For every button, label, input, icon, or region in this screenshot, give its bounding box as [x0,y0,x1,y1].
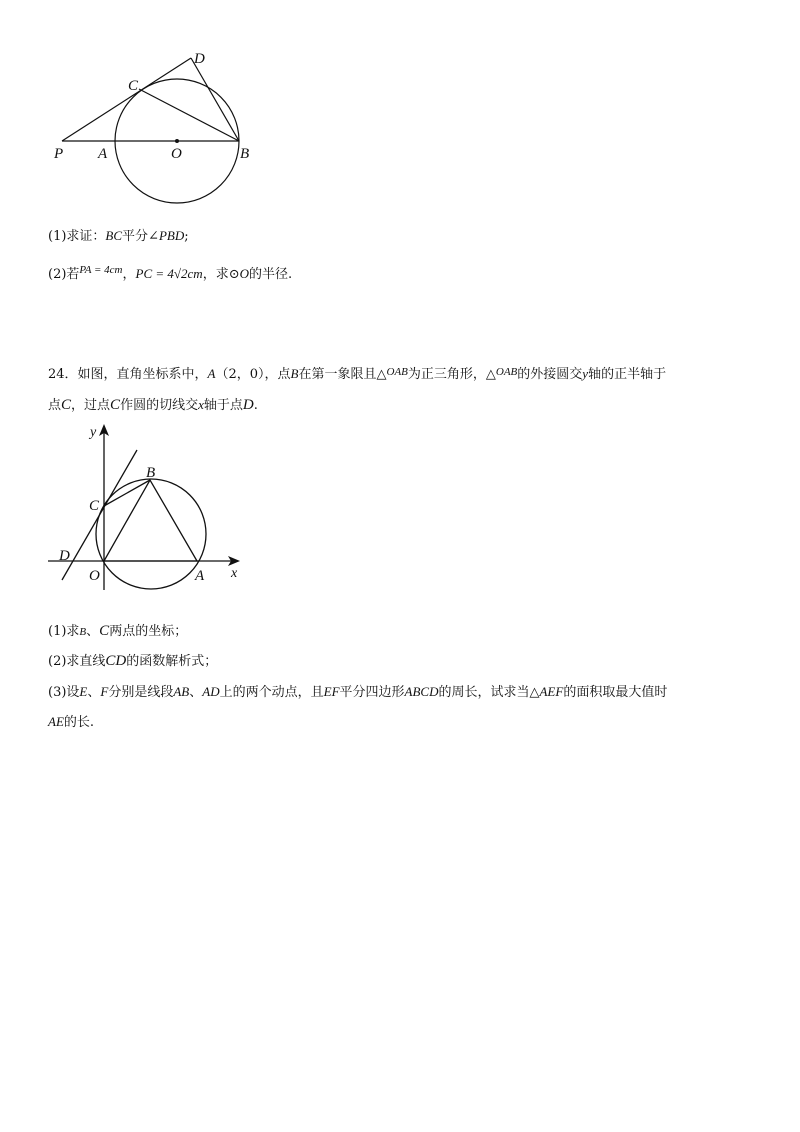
center-point-o [175,139,179,143]
label-o: O [89,568,100,584]
coordinate-figure [45,420,245,595]
label-o: O [171,146,182,162]
q23-part1: (1)求证：BC平分∠PBD; [48,228,189,244]
q24-statement-line2: 点C，过点C作圆的切线交x轴于点D. [48,397,258,413]
label-a: A [98,146,108,162]
circumcircle [96,479,206,589]
label-a: A [195,568,205,584]
label-b: B [240,146,250,162]
label-c: C [128,78,139,94]
label-c: C [89,498,100,514]
q24-part2: (2)求直线CD的函数解析式； [48,653,218,669]
triangle-oab [104,480,197,561]
label-x: x [231,566,238,581]
q24-statement-line1: 24．如图，直角坐标系中，A（2，0），点B在第一象限且△$^{OAB}$为正三角形，△$^{OAB}$的外接圆交y轴的正半轴于 [48,366,667,382]
q24-part3-line1: (3)设E、F分别是线段AB、AD上的两个动点，且EF平分四边形ABCD的周长，试求当△AEF的面积取最大值时 [48,684,668,700]
label-y: y [90,425,97,440]
label-d: D [194,51,205,67]
q24-part1: (1)求B、C两点的坐标； [48,623,188,639]
geometry-figure-circle [50,45,270,210]
q23-part2: (2)若$^{PA = 4cm}$，PC = 4√2cm，求⊙O的半径. [48,264,293,282]
label-d: D [59,548,70,564]
segment-pd [62,58,191,141]
label-p: P [54,146,64,162]
q24-part3-line2: AE的长. [48,714,95,730]
label-b: B [146,465,156,481]
